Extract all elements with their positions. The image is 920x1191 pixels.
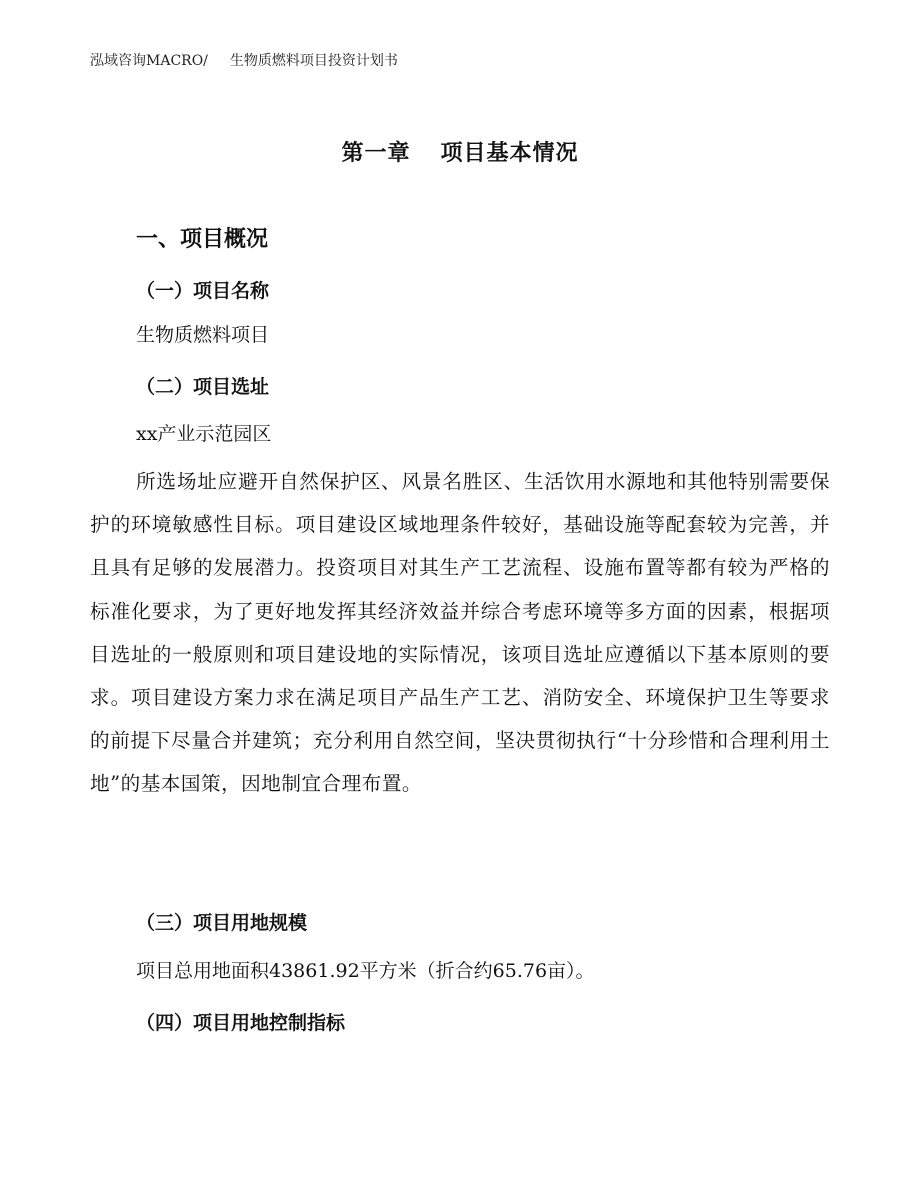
chapter-number: 第一章	[341, 141, 411, 166]
section-title-overview: 一、项目概况	[136, 227, 269, 252]
project-site-location: xx产业示范园区	[136, 423, 272, 445]
chapter-name: 项目基本情况	[440, 141, 579, 166]
subsection-title-project-name: （一）项目名称	[136, 280, 270, 302]
project-site-paragraph: 所选场址应避开自然保护区、风景名胜区、生活饮用水源地和其他特别需要保护的环境敏感性目标。项目建设区域地理条件较好，基础设施等配套较为完善，并且具有足够的发展潜力。投资项目对其生产工艺流程、设施布置等都有较为严格的标准化要求，为了更好地发挥其经济效益并综合考虑环境等多方面的因素，根据项目选址的一般原则和项目建设地的实际情况，该项目选址应遵循以下基本原则的要求。项目建设方案力求在满足项目产品生产工艺、消防安全、环境保护卫生等要求的前提下尽量合并建筑；充分利用自然空间，坚决贯彻执行“十分珍惜和合理利用土地”的基本国策，因地制宜合理布置。	[90, 470, 830, 796]
chapter-title	[0, 136, 920, 167]
page-header	[90, 50, 398, 70]
project-name-text: 生物质燃料项目	[136, 324, 270, 346]
header-divider	[88, 78, 832, 79]
subsection-title-land-scale: （三）项目用地规模	[136, 912, 308, 934]
subsection-title-project-site: （二）项目选址	[136, 376, 270, 398]
subsection-title-land-control-index: （四）项目用地控制指标	[136, 1012, 346, 1034]
header-company: 泓域咨询MACRO/	[90, 53, 208, 69]
header-doc-name: 生物质燃料项目投资计划书	[229, 53, 398, 69]
land-scale-text: 项目总用地面积43861.92平方米（折合约65.76亩）。	[136, 960, 595, 982]
